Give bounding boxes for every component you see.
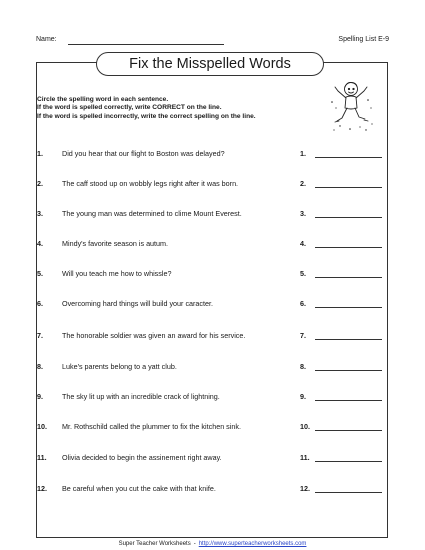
- question-sentence: Luke's parents belong to a yatt club.: [62, 362, 177, 371]
- spelling-list-id: Spelling List E-9: [338, 36, 389, 43]
- question-row: [37, 298, 382, 310]
- instruction-line: Circle the spelling word in each sentence.: [37, 96, 169, 103]
- question-sentence: Did you hear that our flight to Boston was delayed?: [62, 149, 225, 158]
- question-row: [37, 483, 382, 495]
- question-row: [37, 361, 382, 373]
- instructions: [37, 96, 337, 121]
- question-row: [37, 208, 382, 220]
- name-field-line[interactable]: [68, 44, 224, 45]
- answer-number: 8.: [300, 362, 306, 371]
- answer-number: 2.: [300, 179, 306, 188]
- question-sentence: Olivia decided to begin the assinement right away.: [62, 453, 222, 462]
- question-number: 11.: [37, 453, 47, 462]
- instruction-line: If the word is spelled incorrectly, write the correct spelling on the line.: [37, 112, 256, 120]
- question-number: 7.: [37, 331, 43, 340]
- question-number: 4.: [37, 239, 43, 248]
- answer-number: 6.: [300, 299, 306, 308]
- answer-number: 7.: [300, 331, 306, 340]
- question-row: [37, 452, 382, 464]
- question-sentence: Be careful when you cut the cake with that knife.: [62, 484, 216, 493]
- answer-number: 11.: [300, 453, 310, 462]
- answer-line[interactable]: [315, 430, 382, 431]
- answer-line[interactable]: [315, 217, 382, 218]
- answer-line[interactable]: [315, 247, 382, 248]
- question-sentence: Will you teach me how to whissle?: [62, 269, 172, 278]
- footer-brand: Super Teacher Worksheets: [118, 541, 191, 547]
- answer-line[interactable]: [315, 277, 382, 278]
- question-row: [37, 421, 382, 433]
- answer-number: 1.: [300, 149, 306, 158]
- question-number: 9.: [37, 392, 43, 401]
- answer-line[interactable]: [315, 400, 382, 401]
- question-sentence: The caff stood up on wobbly legs right after it was born.: [62, 179, 239, 188]
- question-row: [37, 391, 382, 403]
- answer-number: 9.: [300, 392, 306, 401]
- question-sentence: Overcoming hard things will build your caracter.: [62, 299, 214, 308]
- question-number: 5.: [37, 269, 43, 278]
- question-sentence: Mr. Rothschild called the plummer to fix the kitchen sink.: [62, 422, 241, 431]
- question-row: [37, 238, 382, 250]
- answer-number: 3.: [300, 209, 306, 218]
- question-number: 10.: [37, 422, 47, 431]
- question-number: 8.: [37, 362, 43, 371]
- worksheet-header: [36, 36, 389, 48]
- answer-line[interactable]: [315, 461, 382, 462]
- page-title: Fix the Misspelled Words: [96, 52, 324, 76]
- question-sentence: The honorable soldier was given an award for his service.: [62, 331, 246, 340]
- page-footer: [0, 541, 425, 547]
- answer-line[interactable]: [315, 370, 382, 371]
- footer-separator: -: [193, 541, 196, 547]
- question-number: 2.: [37, 179, 43, 188]
- question-row: [37, 268, 382, 280]
- answer-line[interactable]: [315, 157, 382, 158]
- question-sentence: Mindy's favorite season is autum.: [62, 239, 169, 248]
- question-row: [37, 148, 382, 160]
- question-row: [37, 330, 382, 342]
- answer-number: 4.: [300, 239, 306, 248]
- answer-number: 10.: [300, 422, 310, 431]
- answer-number: 12.: [300, 484, 310, 493]
- instruction-line: If the word is spelled correctly, write CORRECT on the line.: [37, 104, 222, 112]
- question-sentence: The sky lit up with an incredible crack of lightning.: [62, 392, 220, 401]
- answer-line[interactable]: [315, 187, 382, 188]
- question-number: 6.: [37, 299, 43, 308]
- footer-link[interactable]: http://www.superteacherworksheets.com: [198, 541, 307, 547]
- question-number: 3.: [37, 209, 43, 218]
- name-label: Name:: [36, 36, 57, 43]
- question-row: [37, 178, 382, 190]
- question-sentence: The young man was determined to clime Mount Everest.: [62, 209, 242, 218]
- question-number: 12.: [37, 484, 47, 493]
- answer-line[interactable]: [315, 307, 382, 308]
- answer-number: 5.: [300, 269, 306, 278]
- question-number: 1.: [37, 149, 43, 158]
- answer-line[interactable]: [315, 339, 382, 340]
- answer-line[interactable]: [315, 492, 382, 493]
